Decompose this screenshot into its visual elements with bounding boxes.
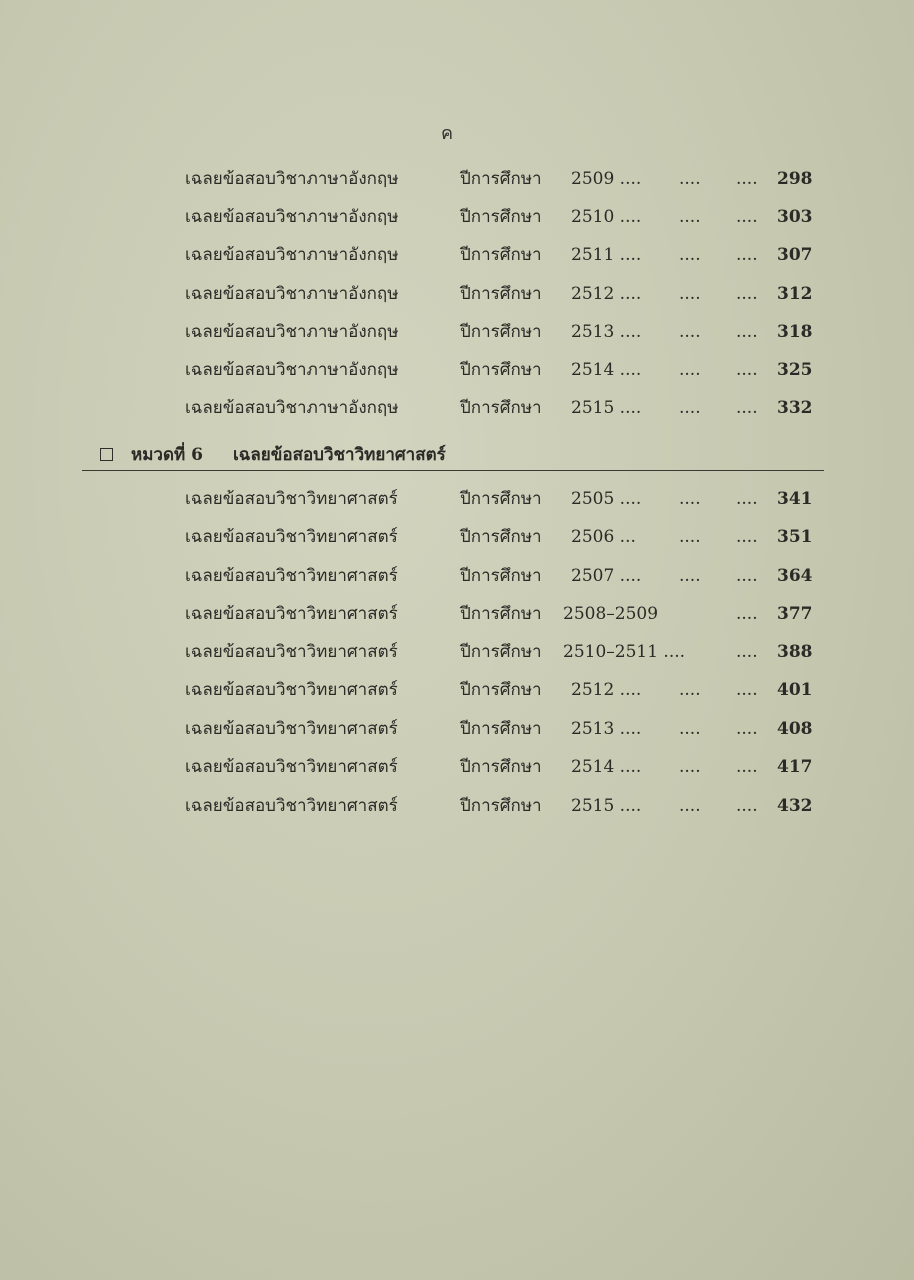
toc-page-number: 377 [777,604,813,624]
toc-page-number: 332 [777,398,813,418]
toc-year-label: ปีการศึกษา [460,719,542,739]
toc-entry-title: เฉลยข้อสอบวิชาวิทยาศาสตร์ [185,527,398,547]
toc-year-label: ปีการศึกษา [460,642,542,662]
toc-year: 2514 .... [571,360,642,380]
toc-leader: .... [736,169,758,189]
toc-leader: .... [679,527,701,547]
toc-year-label: ปีการศึกษา [460,398,542,418]
toc-page-number: 307 [777,245,813,265]
toc-entry-title: เฉลยข้อสอบวิชาภาษาอังกฤษ [185,207,399,227]
toc-page-number: 408 [777,719,813,739]
toc-leader: .... [679,360,701,380]
toc-entry-title: เฉลยข้อสอบวิชาวิทยาศาสตร์ [185,680,398,700]
toc-row [0,393,914,423]
toc-year-label: ปีการศึกษา [460,360,542,380]
toc-year-label: ปีการศึกษา [460,796,542,816]
toc-year-label: ปีการศึกษา [460,207,542,227]
toc-leader: .... [679,680,701,700]
toc-leader: .... [736,604,758,624]
toc-row [0,317,914,347]
toc-year: 2513 .... [571,322,642,342]
toc-year-label: ปีการศึกษา [460,604,542,624]
toc-year-label: ปีการศึกษา [460,757,542,777]
toc-page-number: 401 [777,680,813,700]
toc-page-number: 318 [777,322,813,342]
toc-leader: .... [679,322,701,342]
toc-page-number: 325 [777,360,813,380]
toc-entry-title: เฉลยข้อสอบวิชาวิทยาศาสตร์ [185,642,398,662]
toc-year-label: ปีการศึกษา [460,284,542,304]
toc-row [0,484,914,514]
checkbox-icon [100,448,113,461]
toc-row [0,752,914,782]
toc-year-label: ปีการศึกษา [460,245,542,265]
toc-leader: .... [736,527,758,547]
toc-year: 2512 .... [571,680,642,700]
toc-entry-title: เฉลยข้อสอบวิชาภาษาอังกฤษ [185,169,399,189]
toc-leader: .... [736,757,758,777]
toc-row [0,240,914,270]
toc-leader: .... [736,207,758,227]
toc-row [0,599,914,629]
page-mark: ค [441,123,454,144]
toc-leader: .... [736,642,758,662]
toc-row [0,675,914,705]
toc-page-number: 341 [777,489,813,509]
toc-year: 2511 .... [571,245,642,265]
toc-year-label: ปีการศึกษา [460,680,542,700]
toc-year: 2513 .... [571,719,642,739]
toc-year: 2514 .... [571,757,642,777]
toc-row [0,355,914,385]
toc-leader: .... [679,796,701,816]
toc-year: 2515 .... [571,398,642,418]
toc-year: 2507 .... [571,566,642,586]
toc-entry-title: เฉลยข้อสอบวิชาวิทยาศาสตร์ [185,489,398,509]
toc-page-number: 351 [777,527,813,547]
toc-row [0,202,914,232]
toc-entry-title: เฉลยข้อสอบวิชาภาษาอังกฤษ [185,398,399,418]
toc-year-label: ปีการศึกษา [460,527,542,547]
toc-leader: .... [679,207,701,227]
toc-leader: .... [736,796,758,816]
toc-leader: .... [679,284,701,304]
toc-leader: .... [736,398,758,418]
toc-row [0,637,914,667]
toc-year: 2515 .... [571,796,642,816]
section-title: เฉลยข้อสอบวิชาวิทยาศาสตร์ [233,445,446,465]
toc-leader: .... [736,360,758,380]
toc-leader: .... [736,284,758,304]
toc-row [0,714,914,744]
toc-page-number: 432 [777,796,813,816]
toc-row [0,279,914,309]
toc-entry-title: เฉลยข้อสอบวิชาวิทยาศาสตร์ [185,719,398,739]
toc-row [0,164,914,194]
toc-year: 2510–2511 .... [563,642,686,662]
toc-entry-title: เฉลยข้อสอบวิชาภาษาอังกฤษ [185,360,399,380]
toc-entry-title: เฉลยข้อสอบวิชาภาษาอังกฤษ [185,245,399,265]
toc-page-number: 364 [777,566,813,586]
toc-leader: .... [679,566,701,586]
toc-year-label: ปีการศึกษา [460,489,542,509]
toc-leader: .... [679,757,701,777]
toc-leader: .... [679,489,701,509]
toc-leader: .... [679,398,701,418]
toc-year-label: ปีการศึกษา [460,169,542,189]
toc-year: 2509 .... [571,169,642,189]
toc-leader: .... [679,245,701,265]
toc-row [0,561,914,591]
toc-page-number: 388 [777,642,813,662]
section-divider [82,470,824,471]
toc-leader: .... [736,719,758,739]
toc-page-number: 417 [777,757,813,777]
toc-page-number: 312 [777,284,813,304]
toc-leader: .... [736,245,758,265]
toc-year: 2506 ... [571,527,636,547]
toc-entry-title: เฉลยข้อสอบวิชาวิทยาศาสตร์ [185,604,398,624]
toc-year-label: ปีการศึกษา [460,566,542,586]
toc-leader: .... [736,680,758,700]
toc-year: 2510 .... [571,207,642,227]
toc-entry-title: เฉลยข้อสอบวิชาภาษาอังกฤษ [185,284,399,304]
toc-page-number: 298 [777,169,813,189]
toc-leader: .... [679,719,701,739]
toc-row [0,522,914,552]
toc-page-number: 303 [777,207,813,227]
toc-year: 2508–2509 [563,604,659,624]
toc-leader: .... [736,322,758,342]
toc-entry-title: เฉลยข้อสอบวิชาวิทยาศาสตร์ [185,757,398,777]
section-number: หมวดที่ 6 [131,445,203,465]
toc-leader: .... [679,169,701,189]
toc-year-label: ปีการศึกษา [460,322,542,342]
toc-year: 2505 .... [571,489,642,509]
toc-entry-title: เฉลยข้อสอบวิชาวิทยาศาสตร์ [185,796,398,816]
toc-leader: .... [736,489,758,509]
toc-leader: .... [736,566,758,586]
toc-year: 2512 .... [571,284,642,304]
toc-row [0,791,914,821]
toc-entry-title: เฉลยข้อสอบวิชาภาษาอังกฤษ [185,322,399,342]
toc-entry-title: เฉลยข้อสอบวิชาวิทยาศาสตร์ [185,566,398,586]
